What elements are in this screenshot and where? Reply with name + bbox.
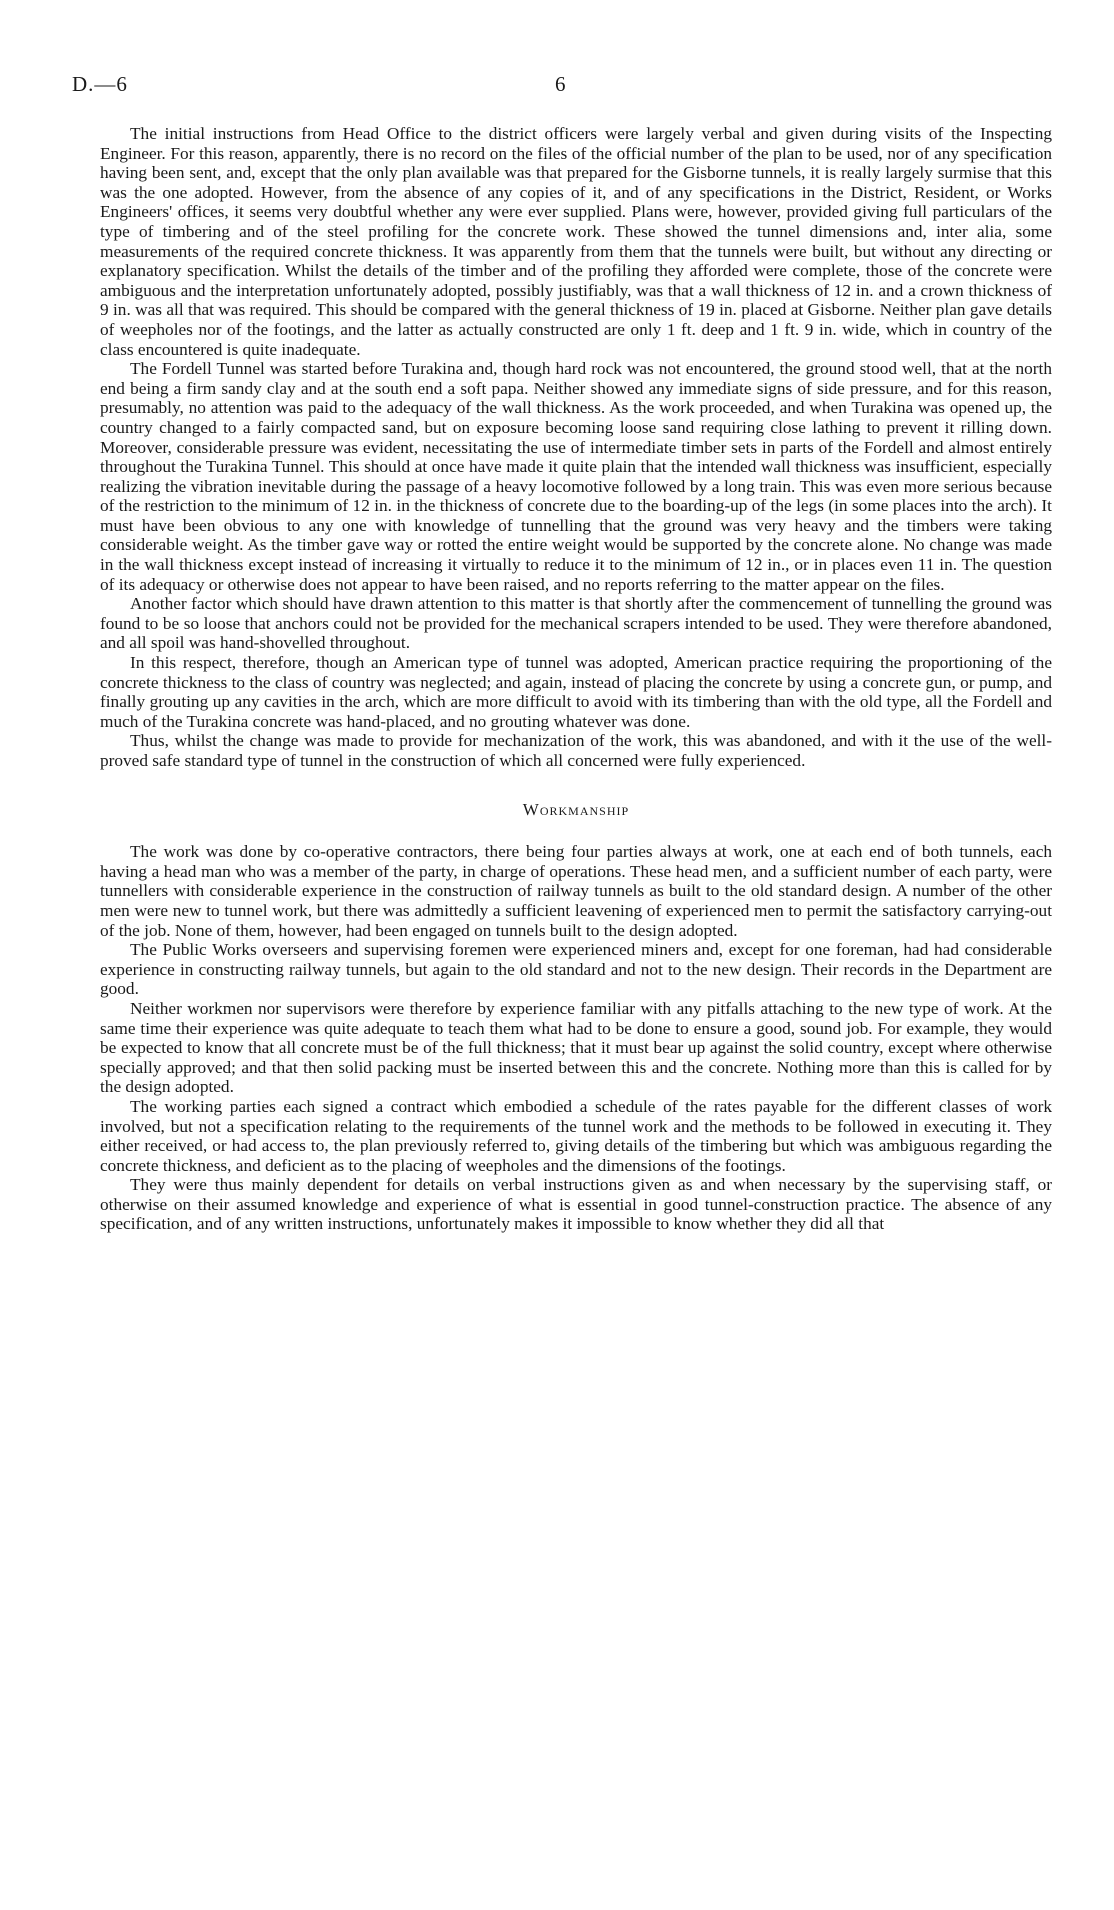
paragraph: They were thus mainly dependent for details on verbal instructions given as and when necessary by the supervising staff, or otherwise on their assumed knowledge and experience of what is essential in good tunnel-construction practice. The absence of any specification, and of any written instructions, unfortunately makes it impossible to know whether they did all that <box>100 1175 1052 1234</box>
paragraph: Neither workmen nor supervisors were therefore by experience familiar with any pitfalls attaching to the new type of work. At the same time their experience was quite adequate to teach them what had to be done to ensure a good, sound job. For example, they would be expected to know that all concrete must be of the full thickness; that it must bear up against the solid country, except where otherwise specially approved; and that then solid packing must be inserted between this and the concrete. Nothing more than this is called for by the design adopted. <box>100 998 1052 1097</box>
paragraph: The working parties each signed a contract which embodied a schedule of the rates payable for the different classes of work involved, but not a specification relating to the requirements of the tunnel work and the methods to be followed in executing it. They either received, or had access to, the plan previously referred to, giving details of the timbering but which was ambiguous regarding the concrete thickness, and deficient as to the placing of weepholes and the dimensions of the footings. <box>100 1096 1052 1175</box>
paragraph: The Fordell Tunnel was started before Turakina and, though hard rock was not encountered, the ground stood well, that at the north end being a firm sandy clay and at the south end a soft papa. Neither showed any immediate signs of side pressure, and for this reason, presumably, no attention was paid to the adequacy of the wall thickness. As the work proceeded, and when Turakina was opened up, the country changed to a fairly compacted sand, but on exposure becoming loose sand requiring close lathing to prevent it rilling down. Moreover, considerable pressure was evident, necessitating the use of intermediate timber sets in parts of the Fordell and almost entirely throughout the Turakina Tunnel. This should at once have made it quite plain that the intended wall thickness was insufficient, especially realizing the vibration inevitable during the passage of a heavy locomotive followed by a long train. This was even more serious because of the restriction to the minimum of 12 in. in the thickness of concrete due to the boarding-up of the legs (in some places into the arch). It must have been obvious to any one with knowledge of tunnelling that the ground was very heavy and the timbers were taking considerable weight. As the timber gave way or rotted the entire weight would be supported by the concrete alone. No change was made in the wall thickness except instead of increasing it virtually to reduce it to the minimum of 12 in., or in places even 11 in. The question of its adequacy or otherwise does not appear to have been raised, and no reports referring to the matter appear on the files. <box>100 359 1052 594</box>
section-heading: Workmanship <box>522 799 630 819</box>
paragraph: In this respect, therefore, though an American type of tunnel was adopted, American practice requiring the proportioning of the concrete thickness to the class of country was neglected; and again, instead of placing the concrete by using a concrete gun, or pump, and finally grouting up any cavities in the arch, which are more difficult to avoid with its timbering than with the old type, all the Fordell and much of the Turakina concrete was hand-placed, and no grouting whatever was done. <box>100 653 1052 731</box>
page-header <box>0 72 1114 102</box>
paragraph: The work was done by co-operative contractors, there being four parties always at work, one at each end of both tunnels, each having a head man who was a member of the party, in charge of operations. These head men, and a sufficient number of each party, were tunnellers with considerable experience in the construction of railway tunnels as built to the old standard design. A number of the other men were new to tunnel work, but there was admittedly a sufficient leavening of experienced men to permit the satisfactory carrying-out of the job. None of them, however, had been engaged on tunnels built to the design adopted. <box>100 842 1052 940</box>
page-body <box>100 124 1052 1234</box>
paragraph: The initial instructions from Head Office to the district officers were largely verbal and given during visits of the Inspecting Engineer. For this reason, apparently, there is no record on the files of the official number of the plan to be used, nor of any specification having been sent, and, except that the only plan available was that prepared for the Gisborne tunnels, it is really largely surmise that this was the one adopted. However, from the absence of any copies of it, and of any specifications in the District, Resident, or Works Engineers' offices, it seems very doubtful whether any were ever supplied. Plans were, however, provided giving full particulars of the type of timbering and of the steel profiling for the concrete work. These showed the tunnel dimensions and, inter alia, some measurements of the required concrete thickness. It was apparently from them that the tunnels were built, but without any directing or explanatory specification. Whilst the details of the timber and of the profiling they afforded were complete, those of the concrete were ambiguous and the interpretation unfortunately adopted, possibly justifiably, was that a wall thickness of 12 in. and a crown thickness of 9 in. was all that was required. This should be compared with the general thickness of 19 in. placed at Gisborne. Neither plan gave details of weepholes nor of the footings, and the latter as actually constructed are only 1 ft. deep and 1 ft. 9 in. wide, which in country of the class encountered is quite inadequate. <box>100 124 1052 359</box>
paragraph: Another factor which should have drawn attention to this matter is that shortly after the commencement of tunnelling the ground was found to be so loose that anchors could not be provided for the mechanical scrapers intended to be used. They were therefore abandoned, and all spoil was hand-shovelled throughout. <box>100 594 1052 653</box>
paragraph: The Public Works overseers and supervising foremen were experienced miners and, except for one foreman, had had considerable experience in constructing railway tunnels, but again to the old standard and not to the new design. Their records in the Department are good. <box>100 940 1052 999</box>
paragraph: Thus, whilst the change was made to provide for mechanization of the work, this was abandoned, and with it the use of the well-proved safe standard type of tunnel in the construction of which all concerned were fully experienced. <box>100 731 1052 770</box>
page-number: 6 <box>555 72 566 96</box>
page-reference: D.—6 <box>72 72 128 96</box>
